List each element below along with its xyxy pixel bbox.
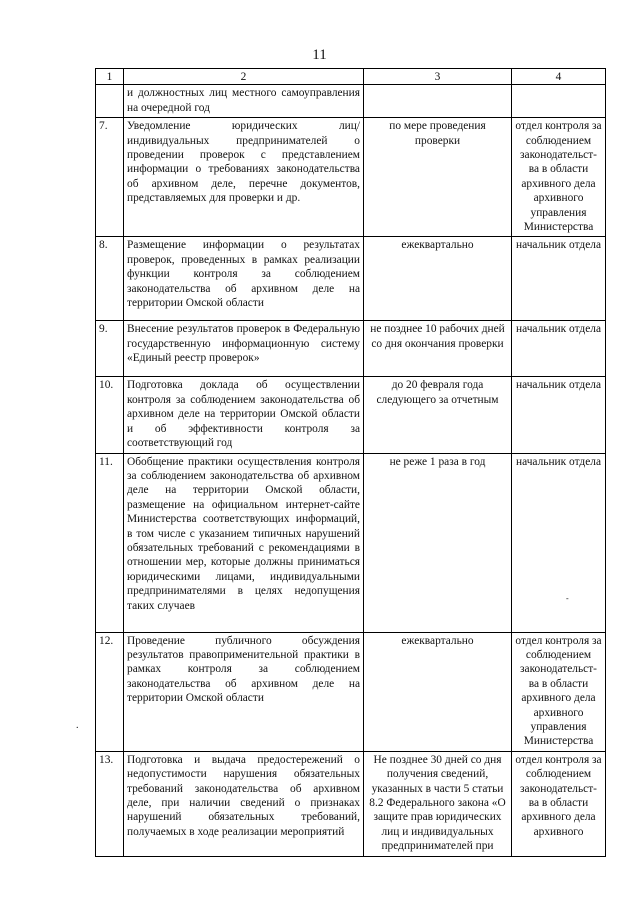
row-responsible: начальник отдела xyxy=(512,377,606,453)
header-col-4: 4 xyxy=(512,69,606,85)
page-number: 11 xyxy=(312,47,327,63)
table-row xyxy=(96,453,606,632)
row-number: 10. xyxy=(96,377,124,453)
row-term xyxy=(364,85,512,118)
row-number: 13. xyxy=(96,751,124,856)
table-row xyxy=(96,118,606,237)
row-term: по мере проведения проверки xyxy=(364,118,512,237)
row-term: не позднее 10 рабочих дней со дня окончания проверки xyxy=(364,321,512,377)
row-description: Подготовка доклада об осуществлении контроля за соблюдением законодательства об архивном деле на территории Омской области и об эффективности контроля за соответствующий год xyxy=(124,377,364,453)
row-number: 8. xyxy=(96,237,124,321)
row-term: ежеквартально xyxy=(364,632,512,751)
row-responsible xyxy=(512,85,606,118)
row-term: до 20 февраля года следующего за отчетным xyxy=(364,377,512,453)
row-description: Внесение результатов проверок в Федеральную государственную информационную систему «Единый реестр проверок» xyxy=(124,321,364,377)
row-number: 9. xyxy=(96,321,124,377)
table-row xyxy=(96,237,606,321)
row-term: не реже 1 раза в год xyxy=(364,453,512,632)
row-number xyxy=(96,85,124,118)
row-responsible: начальник отдела xyxy=(512,453,606,632)
scan-speck: . xyxy=(76,720,79,731)
row-responsible: отдел контроля за соблюдением законодательст-ва в области архивного дела архивного управления Министерства xyxy=(512,632,606,751)
row-description: и должностных лиц местного самоуправления на очередной год xyxy=(124,85,364,118)
header-col-2: 2 xyxy=(124,69,364,85)
table-row xyxy=(96,321,606,377)
scan-speck: - xyxy=(566,594,569,603)
table-row xyxy=(96,751,606,856)
row-responsible: начальник отдела xyxy=(512,321,606,377)
table-row xyxy=(96,377,606,453)
row-number: 12. xyxy=(96,632,124,751)
control-measures-table xyxy=(95,68,606,857)
header-row xyxy=(96,69,606,85)
row-responsible: начальник отдела xyxy=(512,237,606,321)
row-description: Размещение информации о результатах проверок, проведенных в рамках реализации функции контроля за соблюдением законодательства об архивном деле на территории Омской области xyxy=(124,237,364,321)
row-description: Уведомление юридических лиц/индивидуальных предпринимателей о проведении проверок с представлением информации о требованиях законодательства об архивном деле, перечне документов, представляемых для проверки и др. xyxy=(124,118,364,237)
row-responsible: отдел контроля за соблюдением законодательст-ва в области архивного дела архивного xyxy=(512,751,606,856)
row-description: Обобщение практики осуществления контроля за соблюдением законодательства об архивном деле на территории Омской области, размещение на официальном интернет-сайте Министерства соответствующих информаций, в том числе с указанием типичных нарушений обязательных требований с рекомендациями в отношении мер, которые должны приниматься юридическими лицами, индивидуальными предпринимателями в целях недопущения таких случаев xyxy=(124,453,364,632)
row-term: ежеквартально xyxy=(364,237,512,321)
row-description: Проведение публичного обсуждения результатов правоприменительной практики в рамках контроля за соблюдением законодательства об архивном деле на территории Омской области xyxy=(124,632,364,751)
row-description: Подготовка и выдача предостережений о недопустимости нарушения обязательных требований законодательства об архивном деле, при наличии сведений о признаках нарушений обязательных требований, получаемых в ходе реализации мероприятий xyxy=(124,751,364,856)
row-number: 11. xyxy=(96,453,124,632)
row-number: 7. xyxy=(96,118,124,237)
table-row xyxy=(96,85,606,118)
row-responsible: отдел контроля за соблюдением законодательст-ва в области архивного дела архивного управления Министерства xyxy=(512,118,606,237)
table-row xyxy=(96,632,606,751)
header-col-1: 1 xyxy=(96,69,124,85)
header-col-3: 3 xyxy=(364,69,512,85)
row-term: Не позднее 30 дней со дня получения сведений, указанных в части 5 статьи 8.2 Федерального закона «О защите прав юридических лиц и индивидуальных предпринимателей при xyxy=(364,751,512,856)
